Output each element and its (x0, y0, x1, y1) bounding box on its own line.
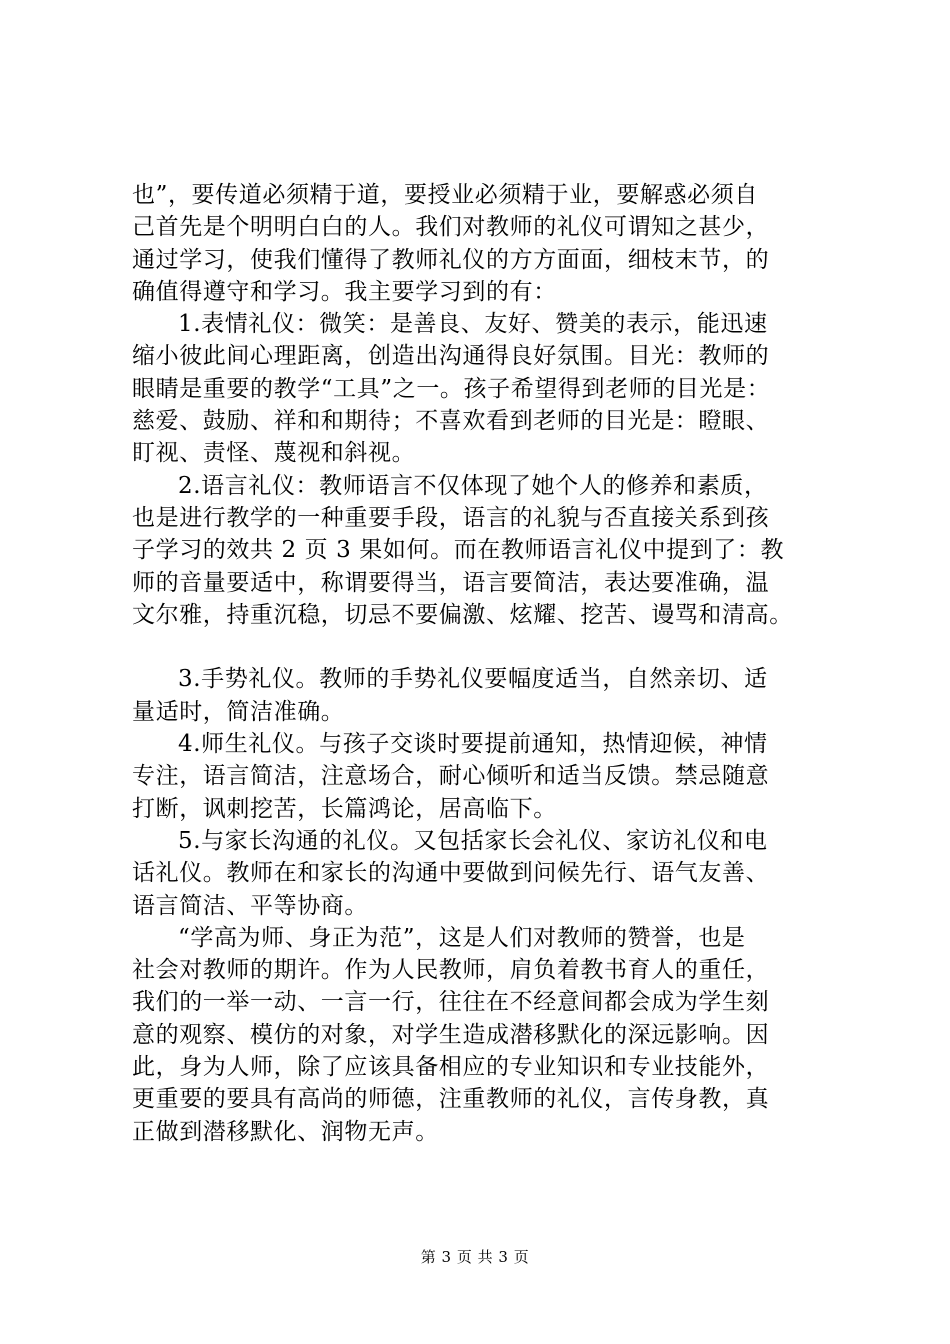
text-line: 正做到潜移默化、润物无声。 (132, 1118, 439, 1145)
paragraph-first-line: 1.表情礼仪：微笑：是善良、友好、赞美的表示，能迅速 (178, 311, 768, 338)
text-line: 通过学习，使我们懂得了教师礼仪的方方面面，细枝末节，的 (132, 246, 770, 273)
text-line: 盯视、责怪、蔑视和斜视。 (132, 440, 416, 467)
text-line: 更重要的要具有高尚的师德，注重教师的礼仪，言传身教，真 (132, 1086, 770, 1113)
text-line: 社会对教师的期许。作为人民教师，肩负着教书育人的重任， (132, 957, 770, 984)
text-line: 我们的一举一动、一言一行，往往在不经意间都会成为学生刻 (132, 989, 770, 1016)
paragraph-first-line: 3.手势礼仪。教师的手势礼仪要幅度适当，自然亲切、适 (178, 666, 768, 693)
text-line: 也是进行教学的一种重要手段，语言的礼貌与否直接关系到孩 (132, 504, 770, 531)
text-line: 慈爱、鼓励、祥和和期待；不喜欢看到老师的目光是：瞪眼、 (132, 408, 770, 435)
text-line: 量适时，简洁准确。 (132, 698, 345, 725)
text-line: 确值得遵守和学习。我主要学习到的有： (132, 278, 557, 305)
text-line: 专注，语言简洁，注意场合，耐心倾听和适当反馈。禁忌随意 (132, 763, 770, 790)
text-line: 话礼仪。教师在和家长的沟通中要做到问候先行、语气友善、 (132, 860, 770, 887)
text-line: 此，身为人师，除了应该具备相应的专业知识和专业技能外， (132, 1054, 770, 1081)
paragraph-first-line: 5.与家长沟通的礼仪。又包括家长会礼仪、家访礼仪和电 (178, 827, 768, 854)
document-body (132, 179, 834, 1148)
page-number-footer: 第 3 页 共 3 页 (420, 1248, 530, 1266)
paragraph-first-line: 4.师生礼仪。与孩子交谈时要提前通知，热情迎候，神情 (178, 731, 768, 758)
text-line: 打断，讽刺挖苦，长篇鸿论，居高临下。 (132, 795, 557, 822)
text-line: 文尔雅，持重沉稳，切忌不要偏激、炫耀、挖苦、谩骂和清高。 (132, 601, 793, 628)
text-line: 也”，要传道必须精于道，要授业必须精于业，要解惑必须自 (132, 182, 758, 208)
paragraph-first-line: “学高为师、身正为范”，这是人们对教师的赞誉，也是 (178, 924, 746, 951)
text-line: 眼睛是重要的教学“工具”之一。孩子希望得到老师的目光是： (132, 375, 771, 402)
paragraph-first-line: 2.语言礼仪：教师语言不仅体现了她个人的修养和素质， (178, 472, 768, 499)
text-line: 语言简洁、平等协商。 (132, 892, 368, 919)
text-line: 缩小彼此间心理距离，创造出沟通得良好氛围。目光：教师的 (132, 343, 770, 370)
blank-line (132, 631, 834, 663)
text-line: 己首先是个明明白白的人。我们对教师的礼仪可谓知之甚少， (132, 214, 770, 241)
text-line: 意的观察、模仿的对象，对学生造成潜移默化的深远影响。因 (132, 1021, 770, 1048)
text-line: 子学习的效共 2 页 3 果如何。而在教师语言礼仪中提到了：教 (132, 537, 785, 564)
text-line: 师的音量要适中，称谓要得当，语言要简洁，表达要准确，温 (132, 569, 770, 596)
